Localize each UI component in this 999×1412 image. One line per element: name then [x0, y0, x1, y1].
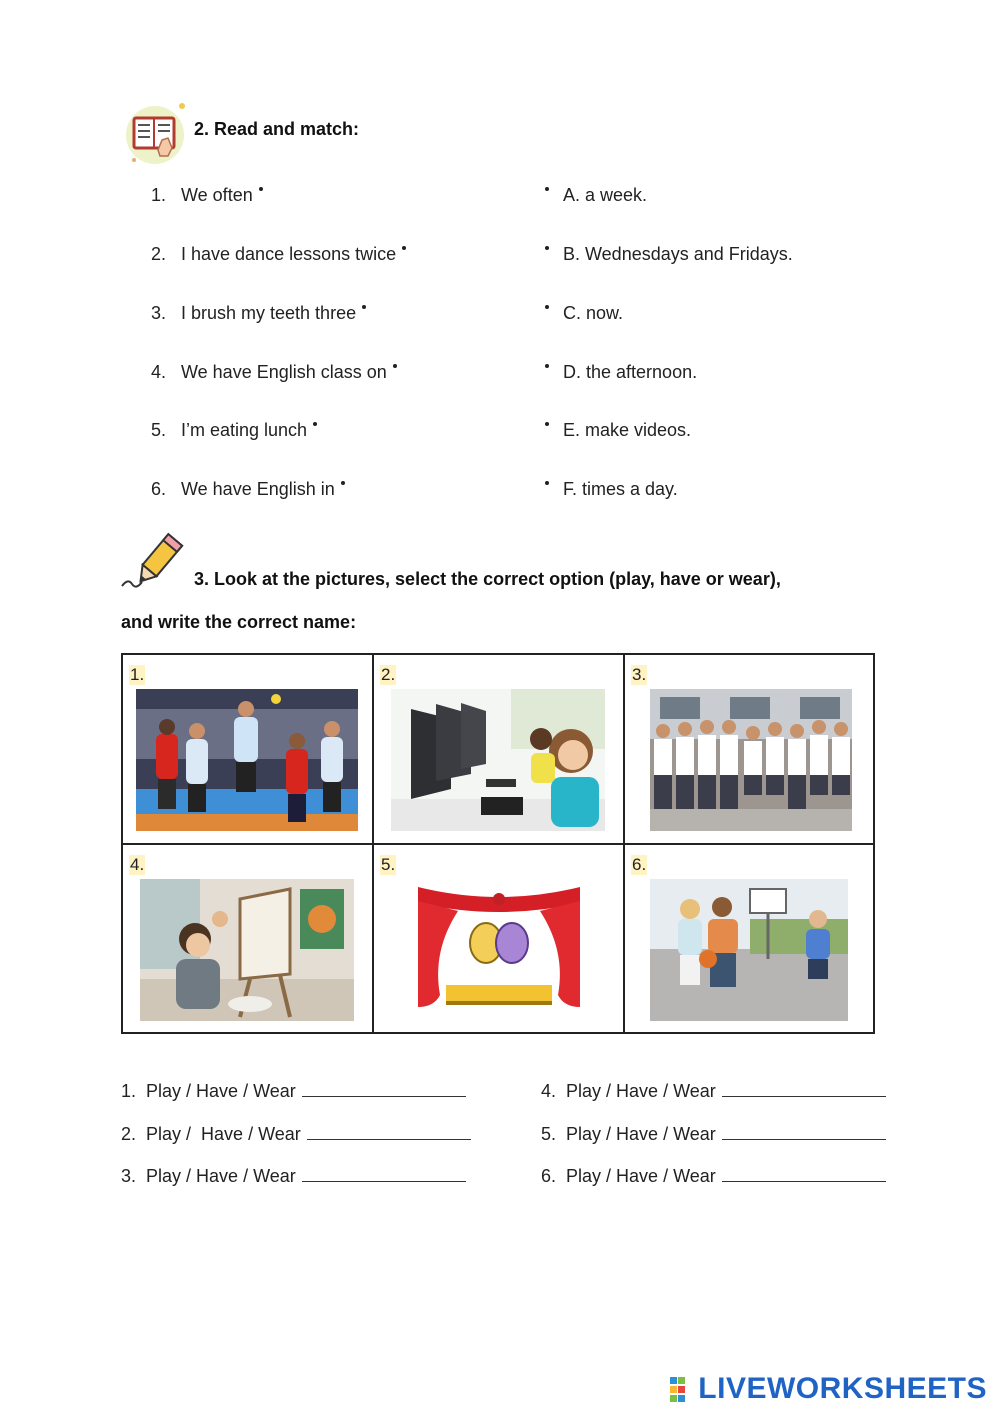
liveworksheets-logo-icon: [670, 1377, 694, 1403]
match-dot[interactable]: [545, 187, 549, 191]
computer-class-picture: [391, 689, 605, 831]
answer-blank[interactable]: [722, 1080, 886, 1097]
answer-row-5: 5. Play / Have / Wear: [541, 1123, 886, 1145]
answer-blank[interactable]: [722, 1123, 886, 1140]
answer-row-4: 4. Play / Have / Wear: [541, 1080, 886, 1102]
art-class-picture: [140, 879, 354, 1021]
match-dot[interactable]: [402, 246, 406, 250]
section2-title: 2. Read and match:: [194, 119, 360, 139]
picture-cell-3: [625, 655, 875, 845]
match-dot[interactable]: [362, 305, 366, 309]
picture-grid: [121, 653, 875, 1034]
school-uniform-picture: [650, 689, 852, 831]
match-dot[interactable]: [545, 422, 549, 426]
list-item: 6. We have English in: [151, 479, 345, 500]
match-dot[interactable]: [545, 246, 549, 250]
answer-blank[interactable]: [302, 1165, 466, 1182]
match-dot[interactable]: [313, 422, 317, 426]
answer-options[interactable]: Play / Have / Wear: [146, 1166, 296, 1186]
answer-options[interactable]: Play / Have / Wear: [566, 1166, 716, 1186]
liveworksheets-logo: LIVEWORKSHEETS: [670, 1372, 987, 1406]
section3-title-continued: and write the correct name:: [121, 612, 357, 632]
picture-cell-6: [625, 845, 875, 1034]
pencil-icon: [118, 532, 192, 594]
answer-options[interactable]: Play / Have / Wear: [146, 1081, 296, 1101]
match-dot[interactable]: [259, 187, 263, 191]
basketball-picture: [650, 879, 848, 1021]
answer-row-2: 2. Play / Have / Wear: [121, 1123, 471, 1145]
list-item: B. Wednesdays and Fridays.: [545, 244, 793, 265]
list-item: 2. I have dance lessons twice: [151, 244, 406, 265]
list-item: C. now.: [545, 303, 623, 324]
picture-number: 5.: [381, 855, 396, 874]
list-item: 3. I brush my teeth three: [151, 303, 366, 324]
list-item: E. make videos.: [545, 420, 691, 441]
answer-blank[interactable]: [722, 1165, 886, 1182]
picture-number: 1.: [130, 665, 145, 684]
answer-options[interactable]: Play / Have / Wear: [566, 1081, 716, 1101]
picture-cell-4: [123, 845, 374, 1034]
answer-row-3: 3. Play / Have / Wear: [121, 1165, 466, 1187]
picture-number: 4.: [130, 855, 145, 874]
answer-options[interactable]: Play / Have / Wear: [566, 1124, 716, 1144]
picture-number: 3.: [632, 665, 647, 684]
match-dot[interactable]: [545, 364, 549, 368]
list-item: D. the afternoon.: [545, 362, 697, 383]
handball-picture: [136, 689, 358, 831]
answer-options[interactable]: Play / Have / Wear: [146, 1124, 301, 1144]
book-reading-icon: [122, 100, 188, 166]
answer-blank[interactable]: [302, 1080, 466, 1097]
picture-cell-1: [123, 655, 374, 845]
list-item: 1. We often: [151, 185, 263, 206]
list-item: A. a week.: [545, 185, 647, 206]
picture-cell-2: [374, 655, 625, 845]
picture-number: 6.: [632, 855, 647, 874]
answer-row-1: 1. Play / Have / Wear: [121, 1080, 466, 1102]
list-item: 5. I’m eating lunch: [151, 420, 317, 441]
match-dot[interactable]: [393, 364, 397, 368]
list-item: 4. We have English class on: [151, 362, 397, 383]
list-item: F. times a day.: [545, 479, 678, 500]
answer-blank[interactable]: [307, 1123, 471, 1140]
match-dot[interactable]: [545, 481, 549, 485]
picture-cell-5: [374, 845, 625, 1034]
section3-title: 3. Look at the pictures, select the correct option (play, have or wear),: [194, 569, 781, 589]
theater-stage-picture: [418, 881, 580, 1015]
answer-row-6: 6. Play / Have / Wear: [541, 1165, 886, 1187]
match-dot[interactable]: [341, 481, 345, 485]
picture-number: 2.: [381, 665, 396, 684]
match-dot[interactable]: [545, 305, 549, 309]
